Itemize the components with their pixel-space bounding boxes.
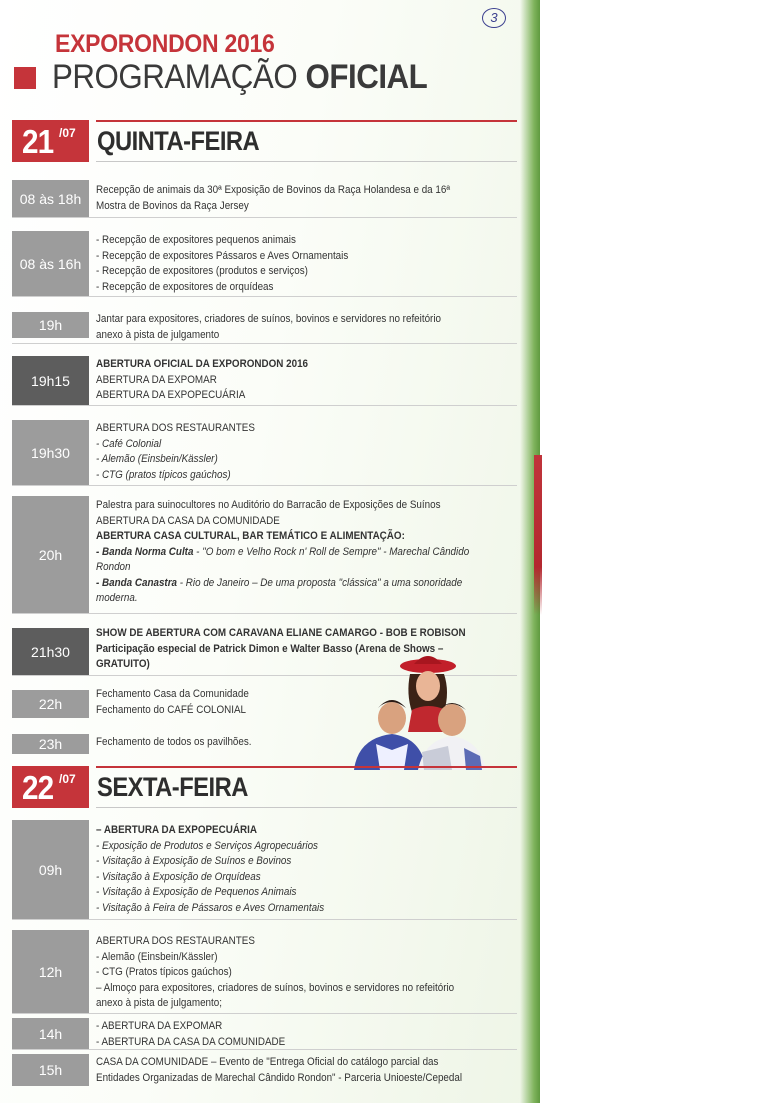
row-divider <box>12 217 517 218</box>
desc-line-italic: - Café Colonial <box>96 437 162 450</box>
desc-line-italic: - Visitação à Feira de Pássaros e Aves Ornamentais <box>96 901 325 914</box>
day-rule-bottom <box>96 161 517 162</box>
time-badge: 09h <box>12 820 89 920</box>
schedule-row <box>12 231 517 297</box>
desc-line-italic: Rondon <box>96 561 131 573</box>
desc-line: ABERTURA DA EXPOPECUÁRIA <box>96 389 246 401</box>
desc-line: Palestra para suinocultores no Auditório do Barracão de Exposições de Suínos <box>96 499 441 511</box>
desc-line: - CTG (Pratos típicos gaúchos) <box>96 966 232 978</box>
day-number: 22 <box>22 769 54 806</box>
desc-line-italic: - Visitação à Exposição de Suínos e Bovinos <box>96 855 292 867</box>
time-badge: 19h <box>12 312 89 338</box>
desc-line-italic: moderna. <box>96 592 138 604</box>
desc-line-italic: - Alemão (Einsbein/Kässler) <box>96 453 218 465</box>
day-number: 21 <box>22 123 54 160</box>
row-divider <box>12 296 517 297</box>
desc-line: Fechamento de todos os pavilhões. <box>96 736 252 748</box>
desc-line-bold: ABERTURA OFICIAL DA EXPORONDON 2016 <box>96 358 309 370</box>
row-divider <box>12 343 517 344</box>
day-month: /07 <box>59 772 76 786</box>
schedule-row <box>12 1054 517 1086</box>
schedule-row <box>12 356 517 406</box>
day-rule-bottom <box>96 807 517 808</box>
schedule-row <box>12 820 517 920</box>
desc-line: – Almoço para expositores, criadores de suínos, bovinos e servidores no refeitório <box>96 981 455 994</box>
time-badge: 20h <box>12 496 89 614</box>
desc-line: - ABERTURA DA EXPOMAR <box>96 1020 223 1032</box>
weekday-label: SEXTA-FEIRA <box>97 772 248 802</box>
schedule-row <box>12 420 517 486</box>
desc-line-italic: - CTG (pratos típicos gaúchos) <box>96 468 231 481</box>
desc-line-bold: – ABERTURA DA EXPOPECUÁRIA <box>96 824 257 836</box>
event-description <box>96 934 515 1012</box>
desc-line: - Recepção de expositores Pássaros e Aves Ornamentais <box>96 249 349 262</box>
desc-line-bold: SHOW DE ABERTURA COM CARAVANA ELIANE CAMARGO - BOB E ROBISON <box>96 627 466 639</box>
program-title-regular: PROGRAMAÇÃO <box>52 58 306 96</box>
day-rule <box>96 766 517 768</box>
desc-line-bold: ABERTURA CASA CULTURAL, BAR TEMÁTICO E ALIMENTAÇÃO: <box>96 530 405 542</box>
time-badge: 12h <box>12 930 89 1014</box>
day-rule <box>96 120 517 122</box>
band-name: - Banda Canastra <box>96 576 178 589</box>
band-name: - Banda Norma Culta <box>96 545 194 558</box>
day-date-box <box>12 766 89 808</box>
desc-line: Entidades Organizadas de Marechal Cândido Rondon" - Parceria Unioeste/Cepedal <box>96 1071 463 1084</box>
desc-line: - ABERTURA DA CASA DA COMUNIDADE <box>96 1035 286 1048</box>
event-description <box>96 183 515 214</box>
day-month: /07 <box>59 126 76 140</box>
event-title: EXPORONDON 2016 <box>55 30 275 58</box>
desc-line: anexo à pista de julgamento <box>96 328 220 341</box>
artists-photo <box>352 652 486 770</box>
row-divider <box>12 1049 517 1050</box>
row-divider <box>12 485 517 486</box>
desc-line: - Alemão (Einsbein/Kässler) <box>96 950 218 963</box>
schedule-row <box>12 1018 517 1050</box>
event-description <box>96 1019 515 1050</box>
red-side-band <box>534 455 542 615</box>
time-badge: 14h <box>12 1018 89 1050</box>
time-badge: 21h30 <box>12 628 89 676</box>
desc-line: anexo à pista de julgamento; <box>96 997 222 1009</box>
desc-line: - Recepção de expositores de orquídeas <box>96 280 274 293</box>
schedule-row <box>12 180 517 218</box>
time-badge: 08 às 16h <box>12 231 89 297</box>
event-description <box>96 1055 515 1086</box>
desc-line: Fechamento Casa da Comunidade <box>96 688 249 700</box>
page-number: 3 <box>482 8 506 28</box>
desc-line: ABERTURA DOS RESTAURANTES <box>96 422 255 434</box>
schedule-row <box>12 930 517 1014</box>
day-header-22 <box>12 766 517 808</box>
row-divider <box>12 1013 517 1014</box>
time-badge: 15h <box>12 1054 89 1086</box>
row-divider <box>12 405 517 406</box>
band-detail: - Rio de Janeiro – De uma proposta "clássica" a uma sonoridade <box>177 576 463 589</box>
time-badge: 08 às 18h <box>12 180 89 218</box>
day-header-21 <box>12 120 517 162</box>
desc-line: - Recepção de expositores pequenos animais <box>96 234 296 246</box>
time-badge: 19h15 <box>12 356 89 406</box>
desc-line-italic: - Visitação à Exposição de Pequenos Animais <box>96 886 297 898</box>
row-divider <box>12 919 517 920</box>
desc-line-bold: Participação especial de Patrick Dimon e Walter Basso (Arena de Shows – <box>96 642 444 655</box>
desc-line: Jantar para expositores, criadores de suínos, bovinos e servidores no refeitório <box>96 313 442 325</box>
day-date-box <box>12 120 89 162</box>
title-square-icon <box>14 67 36 89</box>
desc-line: Mostra de Bovinos da Raça Jersey <box>96 199 249 212</box>
desc-line: CASA DA COMUNIDADE – Evento de "Entrega Oficial do catálogo parcial das <box>96 1056 439 1068</box>
desc-line: ABERTURA DA EXPOMAR <box>96 373 217 386</box>
desc-line: ABERTURA DA CASA DA COMUNIDADE <box>96 514 280 527</box>
event-description <box>96 421 515 483</box>
desc-line: Fechamento do CAFÉ COLONIAL <box>96 703 247 716</box>
event-description <box>96 312 515 343</box>
desc-line-italic: - Exposição de Produtos e Serviços Agropecuários <box>96 839 318 852</box>
time-badge: 22h <box>12 690 89 718</box>
program-title-bold: OFICIAL <box>305 58 428 96</box>
schedule-row <box>12 312 517 344</box>
schedule-row <box>12 496 517 614</box>
event-description <box>96 233 515 295</box>
event-description <box>96 823 515 916</box>
desc-line-bold: GRATUITO) <box>96 658 150 670</box>
desc-line-italic: - Visitação à Exposição de Orquídeas <box>96 870 261 883</box>
desc-line: - Recepção de expositores (produtos e serviços) <box>96 265 308 277</box>
time-badge: 19h30 <box>12 420 89 486</box>
band-detail: - "O bom e Velho Rock n' Roll de Sempre" - Marechal Cândido <box>193 545 470 558</box>
event-description <box>96 498 515 607</box>
event-description <box>96 357 515 404</box>
desc-line: ABERTURA DOS RESTAURANTES <box>96 935 255 947</box>
time-badge: 23h <box>12 734 89 754</box>
desc-line: Recepção de animais da 30ª Exposição de Bovinos da Raça Holandesa e da 16ª <box>96 184 450 196</box>
weekday-label: QUINTA-FEIRA <box>97 126 260 156</box>
program-title <box>52 58 427 97</box>
row-divider <box>12 613 517 614</box>
